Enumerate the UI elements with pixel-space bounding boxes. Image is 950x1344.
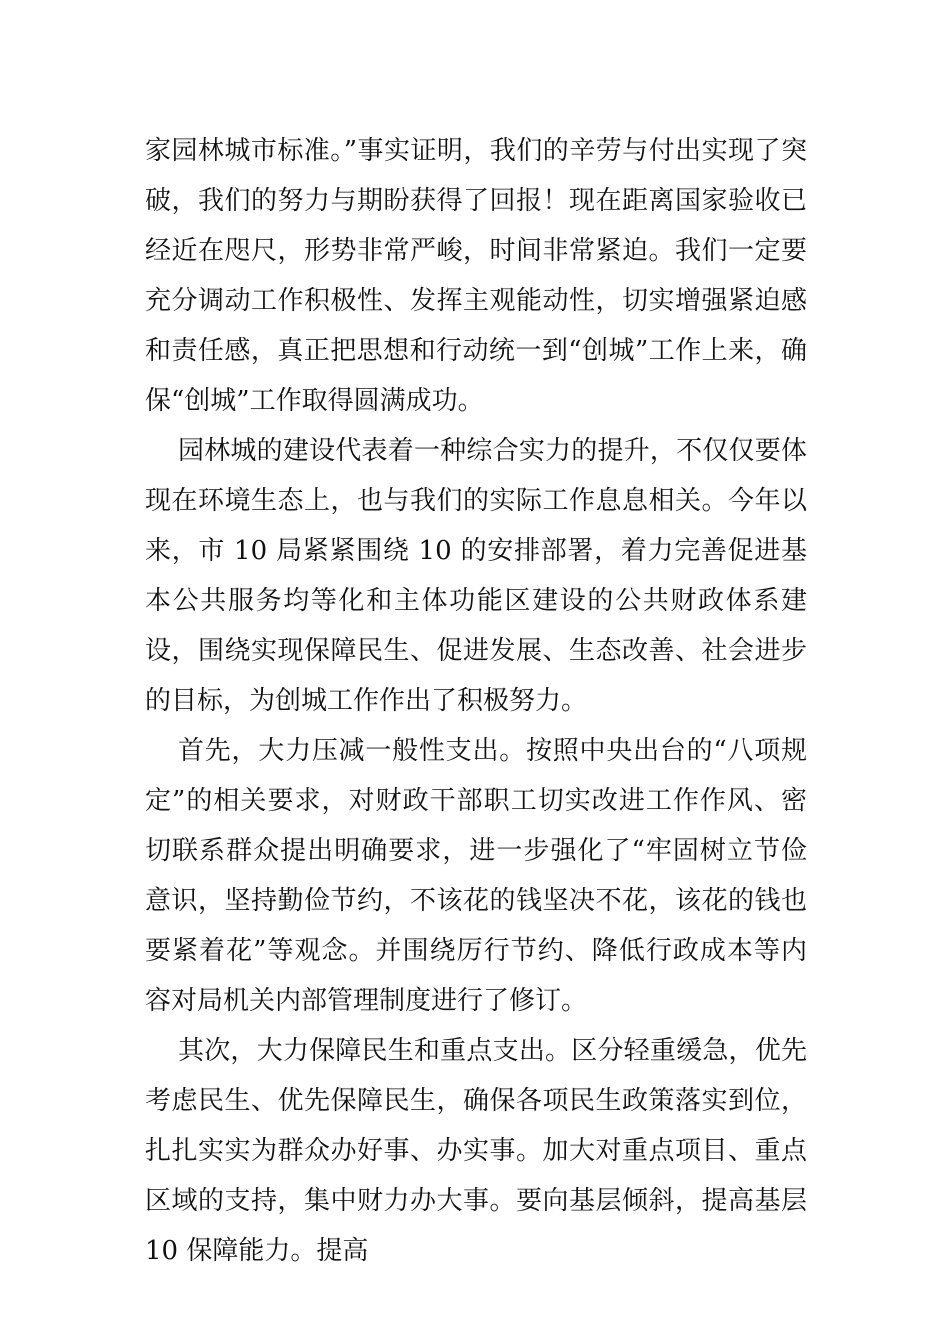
paragraph-3: 首先，大力压减一般性支出。按照中央出台的“八项规定”的相关要求，对财政干部职工切实改进工作作风、密切联系群众提出明确要求，进一步强化了“牢固树立节俭意识，坚持勤俭节约，不该花的钱坚决不花，该花的钱也要紧着花”等观念。并围绕厉行节约、降低行政成本等内容对局机关内部管理制度进行了修订。 bbox=[145, 736, 807, 1016]
paragraph-2: 园林城的建设代表着一种综合实力的提升，不仅仅要体现在环境生态上，也与我们的实际工作息息相关。今年以来，市 10 局紧紧围绕 10 的安排部署，着力完善促进基本公共服务均等化和主体功能区建设的公共财政体系建设，围绕实现保障民生、促进发展、生态改善、社会进步的目标，为创城工作作出了积极努力。 bbox=[145, 436, 807, 716]
paragraph-4: 其次，大力保障民生和重点支出。区分轻重缓急，优先考虑民生、优先保障民生，确保各项民生政策落实到位，扎扎实实为群众办好事、办实事。加大对重点项目、重点区域的支持，集中财力办大事。要向基层倾斜，提高基层 10 保障能力。提高 bbox=[145, 1036, 807, 1266]
document-body bbox=[145, 126, 807, 1276]
paragraph-1: 家园林城市标准。”事实证明，我们的辛劳与付出实现了突破，我们的努力与期盼获得了回报！现在距离国家验收已经近在咫尺，形势非常严峻，时间非常紧迫。我们一定要充分调动工作积极性、发挥主观能动性，切实增强紧迫感和责任感，真正把思想和行动统一到“创城”工作上来，确保“创城”工作取得圆满成功。 bbox=[145, 136, 807, 416]
